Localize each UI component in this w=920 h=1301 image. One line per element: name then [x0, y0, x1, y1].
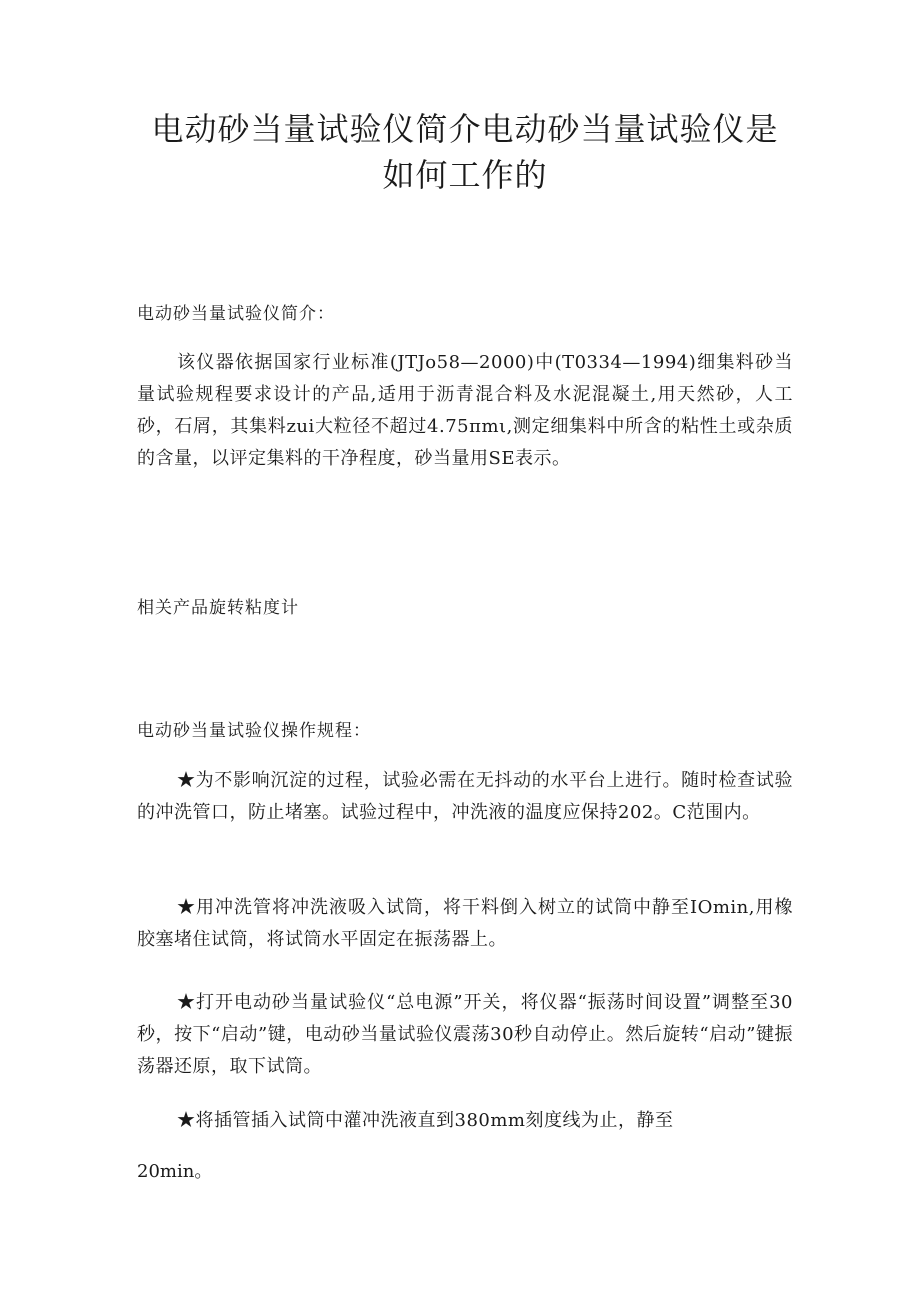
intro-paragraph: 该仪器依据国家行业标准(JTJo58—2000)中(T0334—1994)细集料砂当量试验规程要求设计的产品,适用于沥青混合料及水泥混凝土,用天然砂，人工砂，石屑，其集料zui大粒径不超过4.75πmι,测定细集料中所含的粘性土或杂质的含量，以评定集料的干净程度，砂当量用SE表示。 [137, 352, 793, 469]
section-heading-procedure: 电动砂当量试验仪操作规程： [137, 721, 371, 741]
section-heading-related: 相关产品旋转粘度计 [137, 598, 299, 618]
document-title: 电动砂当量试验仪简介电动砂当量试验仪是如何工作的 [151, 110, 779, 194]
procedure-step-4: ★将插管插入试筒中灌冲洗液直到380mm刻度线为止，静至 [177, 1110, 674, 1131]
section-heading-intro: 电动砂当量试验仪简介： [137, 304, 335, 324]
procedure-step-2: ★用冲洗管将冲洗液吸入试筒，将干料倒入树立的试筒中静至IOmin,用橡胶塞堵住试筒，将试筒水平固定在振荡器上。 [137, 897, 793, 950]
procedure-step-3: ★打开电动砂当量试验仪“总电源”开关，将仪器“振荡时间设置”调整至30秒，按下“启动”键，电动砂当量试验仪震荡30秒自动停止。然后旋转“启动”键振荡器还原，取下试筒。 [137, 992, 793, 1077]
procedure-step-4-continuation: 20min。 [137, 1161, 213, 1182]
procedure-step-1: ★为不影响沉淀的过程，试验必需在无抖动的水平台上进行。随时检查试验的冲洗管口，防止堵塞。试验过程中，冲洗液的温度应保持202。C范围内。 [137, 770, 793, 823]
